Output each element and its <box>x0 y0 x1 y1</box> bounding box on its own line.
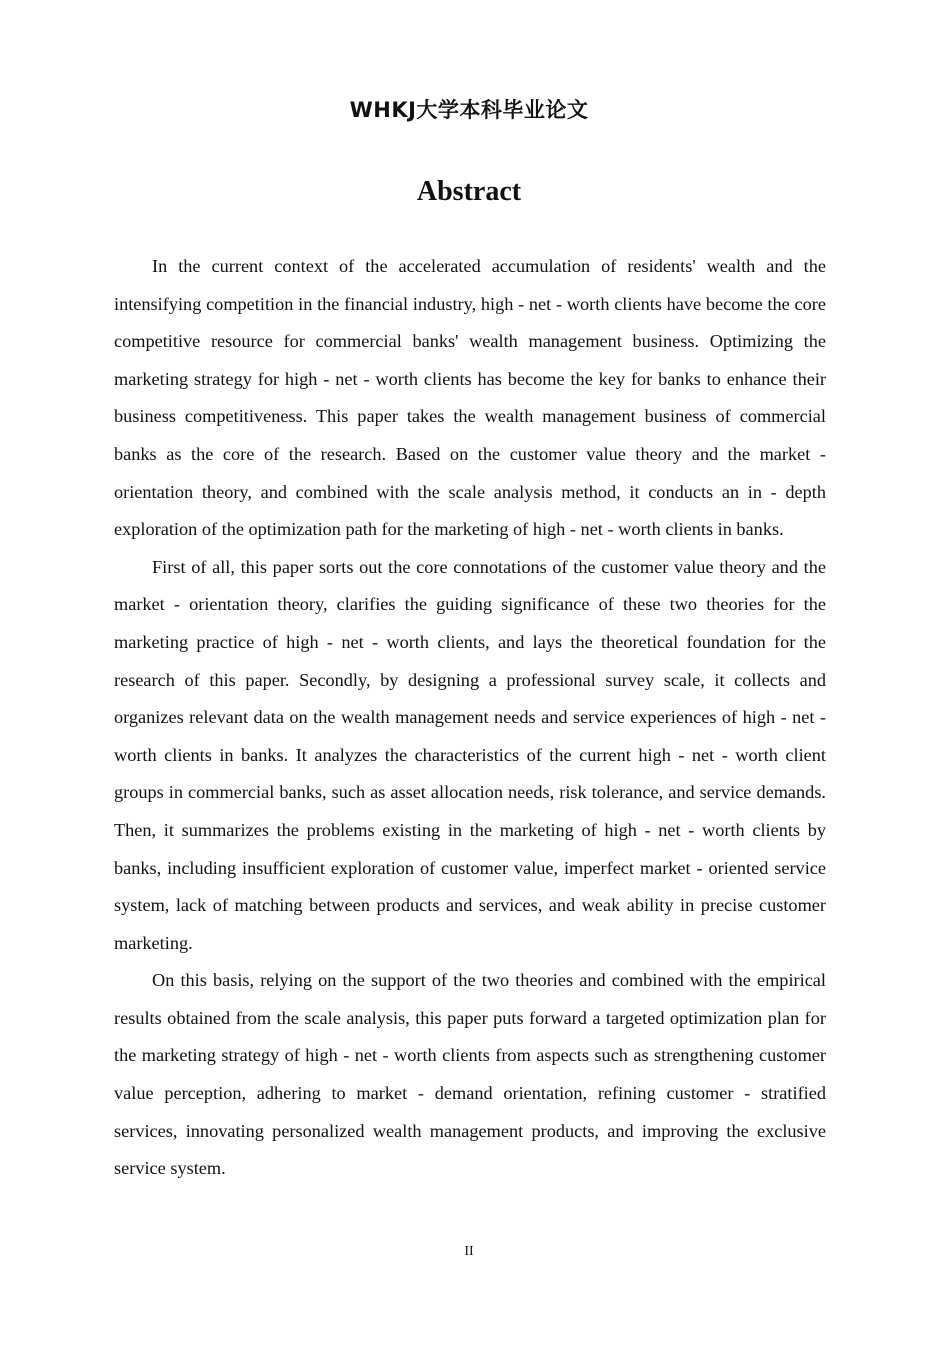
abstract-paragraph-2: First of all, this paper sorts out the core connotations of the customer value theory and the market - orientation theory, clarifies the guiding significance of these two theories for the marketing practice of high - net - worth clients, and lays the theoretical foundation for the research of this paper. Secondly, by designing a professional survey scale, it collects and organizes relevant data on the wealth management needs and service experiences of high - net - worth clients in banks. It analyzes the characteristics of the current high - net - worth client groups in commercial banks, such as asset allocation needs, risk tolerance, and service demands. Then, it summarizes the problems existing in the marketing of high - net - worth clients by banks, including insufficient exploration of customer value, imperfect market - oriented service system, lack of matching between products and services, and weak ability in precise customer marketing. <box>114 556 826 953</box>
running-header: WHKJ大学本科毕业论文 <box>349 98 589 122</box>
abstract-body <box>114 248 826 1188</box>
abstract-title: Abstract <box>416 176 522 207</box>
abstract-paragraph-3: On this basis, relying on the support of the two theories and combined with the empirical results obtained from the scale analysis, this paper puts forward a targeted optimization plan for the marketing strategy of high - net - worth clients from aspects such as strengthening customer value perception, adhering to market - demand orientation, refining customer - stratified services, innovating personalized wealth management products, and improving the exclusive service system. <box>114 970 826 1179</box>
abstract-paragraph-1: In the current context of the accelerated accumulation of residents' wealth and the intensifying competition in the financial industry, high - net - worth clients have become the core competitive resource for commercial banks' wealth management business. Optimizing the marketing strategy for high - net - worth clients has become the key for banks to enhance their business competitiveness. This paper takes the wealth management business of commercial banks as the core of the research. Based on the customer value theory and the market - orientation theory, and combined with the scale analysis method, it conducts an in - depth exploration of the optimization path for the marketing of high - net - worth clients in banks. <box>114 256 826 540</box>
page-number: II <box>464 1244 474 1259</box>
